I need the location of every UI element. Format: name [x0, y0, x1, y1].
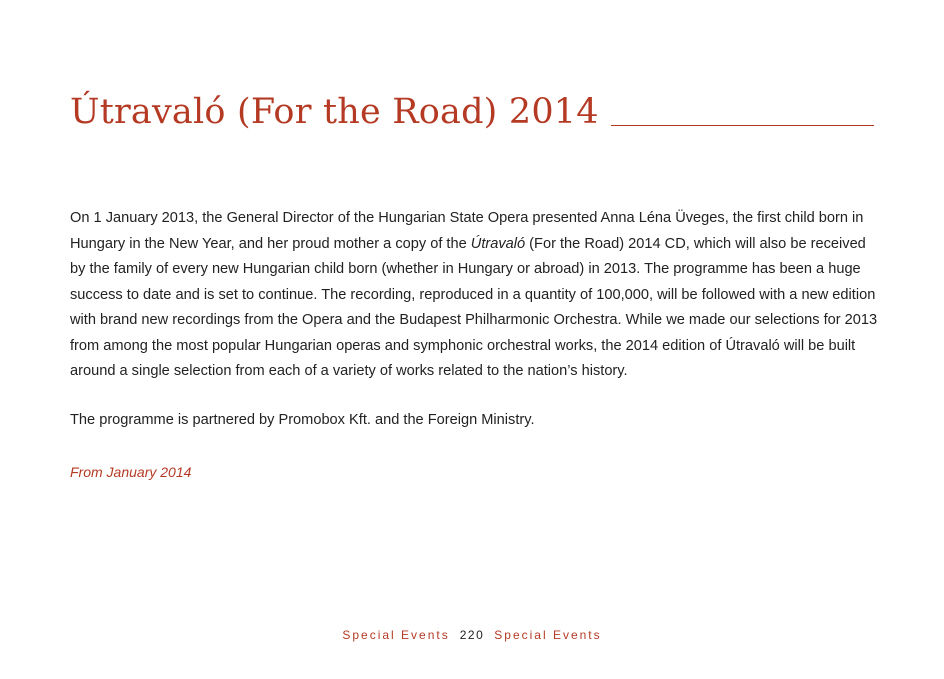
partner-paragraph: The programme is partnered by Promobox Kft. and the Foreign Ministry. — [70, 412, 535, 428]
body-paragraph-start: On 1 January 2013, the General Director of the Hungarian State Opera presented Anna Léna Üveges, the first child born in Hungary in the New Year, and her proud mother a copy of the — [70, 210, 864, 252]
body-paragraph-rest: (For the Road) 2014 CD, which will also be received by the family of every new Hungarian child born (whether in Hungary or abroad) in 2013. The programme has been a huge success to date and is set to continue. The recording, reproduced in a quantity of 100,000, will be followed with a new edition with brand new recordings from the Opera and the Budapest Philharmonic Orchestra. While we made our selections for 2013 from among the most popular Hungarian operas and symphonic orchestral works, the 2014 edition of Útravaló will be built around a single selection from each of a variety of works related to the nation’s history. — [70, 235, 878, 379]
footer-section-label-left: Special Events — [342, 628, 450, 642]
body-paragraph — [70, 206, 880, 385]
footer-page-number: 220 — [459, 628, 485, 642]
body-paragraph-italic-title: Útravaló — [470, 235, 526, 252]
title-row — [70, 90, 874, 134]
page-footer — [0, 626, 944, 644]
page-title: Útravaló (For the Road) 2014 — [70, 92, 599, 132]
footer-section-label-right: Special Events — [494, 628, 602, 642]
title-underline-rule — [611, 125, 874, 126]
date-note: From January 2014 — [70, 464, 192, 480]
